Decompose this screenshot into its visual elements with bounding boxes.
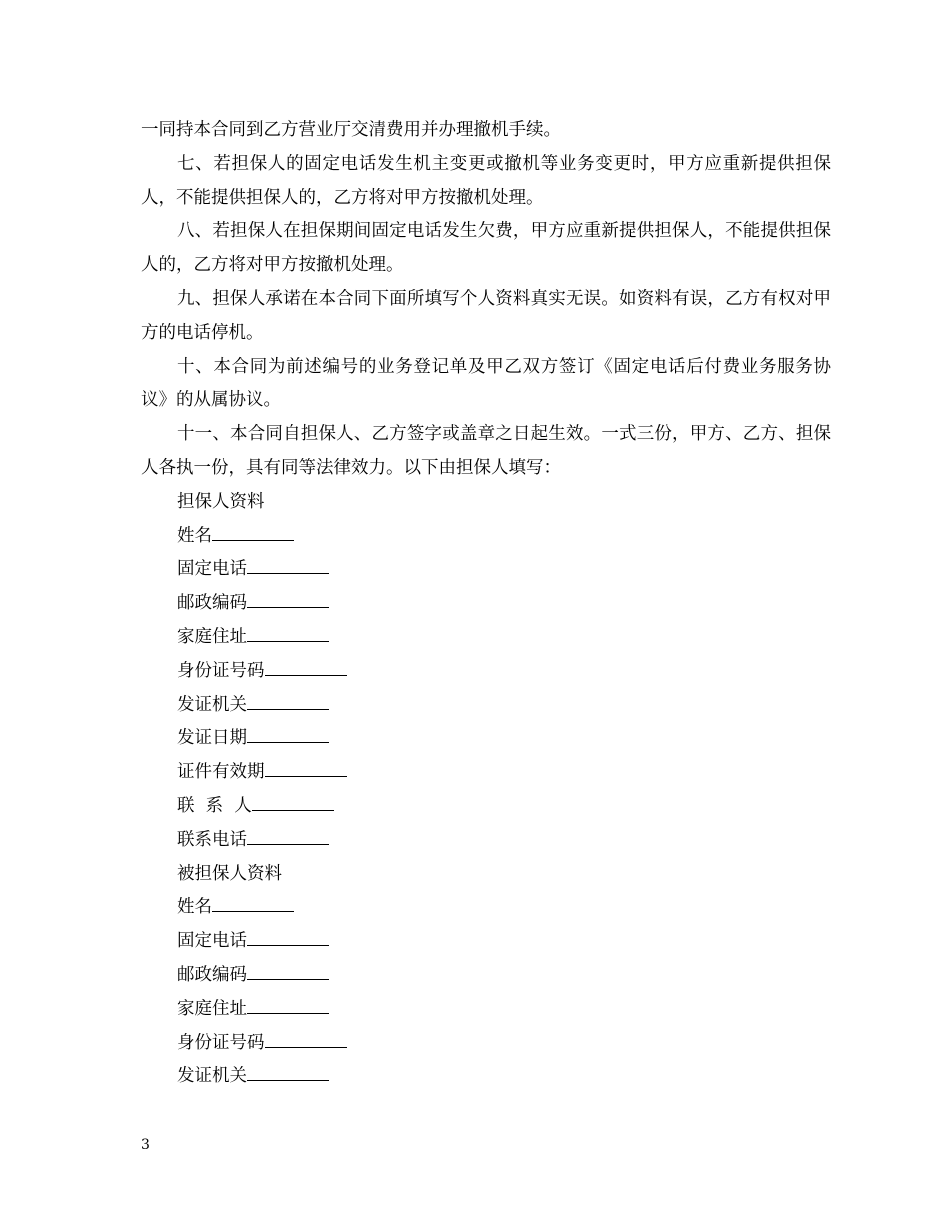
guarantor-field-contact-phone: [141, 824, 831, 858]
guarantor-field-name: [141, 520, 831, 554]
field-label: 固定电话: [177, 931, 247, 952]
field-label: 联系电话: [177, 829, 247, 850]
fill-in-blank: [247, 1065, 329, 1082]
field-label: 联 系 人: [177, 795, 252, 816]
fill-in-blank: [247, 997, 329, 1014]
fill-in-blank: [247, 963, 329, 980]
paragraph-clause-8: 八、若担保人在担保期间固定电话发生欠费，甲方应重新提供担保人，不能提供担保人的，乙方将对甲方按撤机处理。: [141, 221, 831, 276]
guarantor-field-address: [141, 621, 831, 655]
fill-in-blank: [265, 1031, 347, 1048]
fill-in-blank: [247, 625, 329, 642]
guaranteed-field-id-number: [141, 1027, 831, 1061]
guaranteed-field-address: [141, 993, 831, 1027]
field-label: 发证日期: [177, 728, 247, 749]
fill-in-blank: [265, 659, 347, 676]
field-label: 证件有效期: [177, 762, 265, 783]
field-label: 身份证号码: [177, 1032, 265, 1053]
guarantor-field-postcode: [141, 587, 831, 621]
field-label: 姓名: [177, 525, 212, 546]
guarantor-section-heading: 担保人资料: [177, 491, 265, 512]
paragraph-clause-7: 七、若担保人的固定电话发生机主变更或撤机等业务变更时，甲方应重新提供担保人，不能提供担保人的，乙方将对甲方按撤机处理。: [141, 153, 831, 208]
paragraph-clause-11: 十一、本合同自担保人、乙方签字或盖章之日起生效。一式三份，甲方、乙方、担保人各执一份，具有同等法律效力。以下由担保人填写：: [141, 424, 831, 478]
fill-in-blank: [252, 794, 334, 811]
field-label: 邮政编码: [177, 593, 247, 614]
guaranteed-field-name: [141, 891, 831, 925]
guaranteed-field-postcode: [141, 959, 831, 993]
fill-in-blank: [247, 727, 329, 744]
field-label: 邮政编码: [177, 964, 247, 985]
fill-in-blank: [247, 929, 329, 946]
field-label: 姓名: [177, 897, 212, 918]
guarantor-field-phone: [141, 553, 831, 587]
fill-in-blank: [247, 591, 329, 608]
guarantor-field-id-number: [141, 655, 831, 689]
guarantor-field-issuing-authority: [141, 689, 831, 723]
field-label: 发证机关: [177, 694, 247, 715]
guaranteed-field-issuing-authority: [141, 1060, 831, 1094]
fill-in-blank: [265, 760, 347, 777]
field-label: 家庭住址: [177, 626, 247, 647]
page-number: 3: [141, 1137, 150, 1153]
field-label: 固定电话: [177, 559, 247, 580]
guaranteed-field-phone: [141, 925, 831, 959]
fill-in-blank: [247, 828, 329, 845]
guarantor-field-contact-person: [141, 790, 831, 824]
field-label: 家庭住址: [177, 998, 247, 1019]
paragraph-clause-10: 十、本合同为前述编号的业务登记单及甲乙双方签订《固定电话后付费业务服务协议》的从属协议。: [141, 356, 831, 411]
guarantor-field-issue-date: [141, 722, 831, 756]
paragraph-continuation: 一同持本合同到乙方营业厅交清费用并办理撤机手续。: [141, 120, 561, 140]
fill-in-blank: [212, 896, 294, 913]
fill-in-blank: [247, 558, 329, 575]
guarantor-field-validity: [141, 756, 831, 790]
fill-in-blank: [212, 524, 294, 541]
field-label: 身份证号码: [177, 660, 265, 681]
guaranteed-section-heading: 被担保人资料: [177, 863, 282, 884]
fill-in-blank: [247, 693, 329, 710]
paragraph-clause-9: 九、担保人承诺在本合同下面所填写个人资料真实无误。如资料有误，乙方有权对甲方的电话停机。: [141, 288, 831, 343]
document-body: [141, 114, 831, 1094]
field-label: 发证机关: [177, 1066, 247, 1087]
